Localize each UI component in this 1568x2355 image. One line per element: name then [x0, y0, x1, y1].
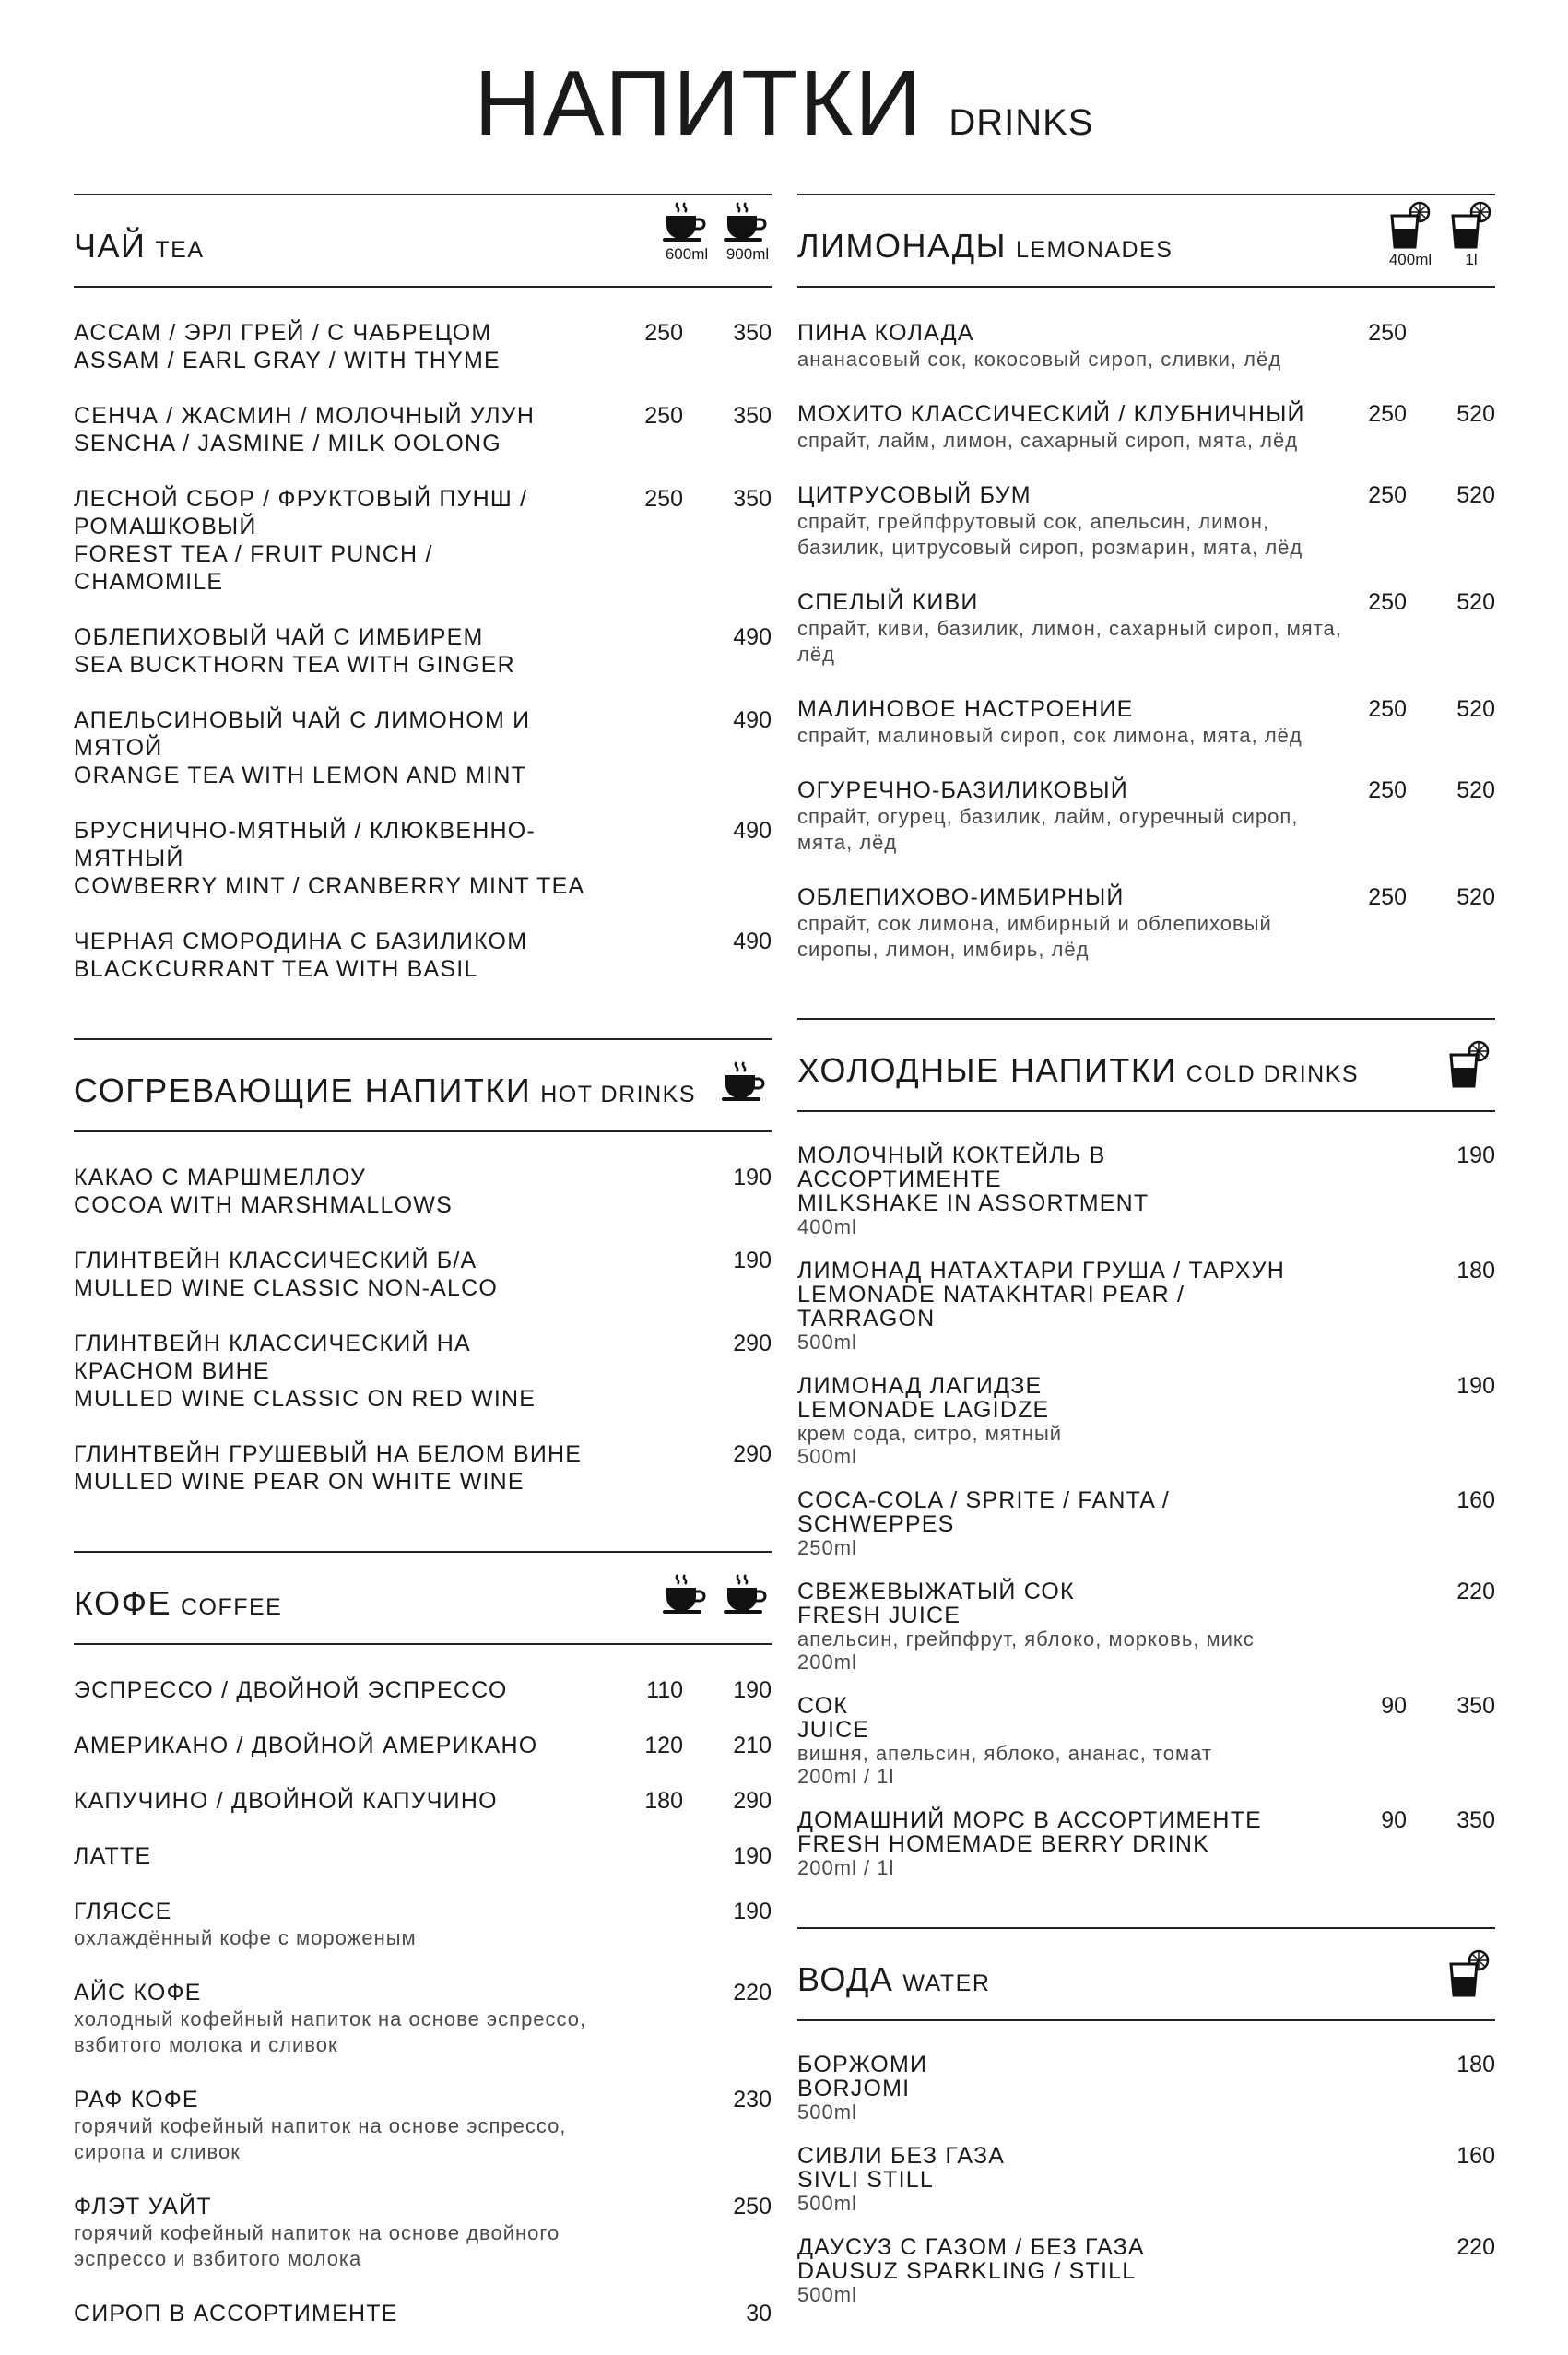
item-name: ПИНА КОЛАДА: [797, 320, 974, 346]
menu-item: [74, 1440, 772, 1496]
item-name: МОХИТО КЛАССИЧЕСКИЙ / КЛУБНИЧНЫЙ: [797, 401, 1305, 427]
coffee-cup-icon: [663, 1573, 711, 1615]
price: 520: [1456, 884, 1495, 910]
page-title: [0, 52, 1568, 155]
menu-item: [797, 319, 1495, 373]
price: 290: [733, 1331, 772, 1356]
price: 350: [1456, 1807, 1495, 1833]
item-name: СЕНЧА / ЖАСМИН / МОЛОЧНЫЙ УЛУН: [74, 403, 536, 429]
item-description: 500ml: [797, 2192, 857, 2215]
item-name-en: BORJOMI: [797, 2076, 911, 2101]
price-small: 110: [646, 1677, 683, 1703]
menu-item: [797, 883, 1495, 963]
menu-item: [74, 817, 772, 900]
item-name-en: LEMONADE NATAKHTARI PEAR / TARRAGON: [797, 1282, 1185, 1331]
item-description: 500ml: [797, 2283, 857, 2306]
section-title-en: COFFEE: [180, 1594, 283, 1620]
item-name-en: COWBERRY MINT / CRANBERRY MINT TEA: [74, 873, 585, 899]
coffee-cup-icon: [663, 201, 711, 243]
price: 490: [733, 624, 772, 650]
item-name: ЦИТРУСОВЫЙ БУМ: [797, 482, 1032, 508]
item-name-en: BLACKCURRANT TEA WITH BASIL: [74, 956, 478, 982]
tea-items: [74, 288, 772, 983]
right-column: [797, 194, 1495, 2326]
price-small: 250: [1368, 696, 1407, 722]
price: 520: [1456, 696, 1495, 722]
item-description: спрайт, огурец, базилик, лайм, огуречный сироп, мята, лёд: [797, 805, 1299, 854]
title-en: DRINKS: [949, 102, 1094, 143]
item-name: АЙС КОФЕ: [74, 1980, 202, 2006]
price: 350: [1456, 1693, 1495, 1719]
item-name: ОБЛЕПИХОВО-ИМБИРНЫЙ: [797, 884, 1125, 910]
size-label: 400ml: [1388, 251, 1432, 268]
item-name: ЛИМОНАД НАТАХТАРИ ГРУША / ТАРХУН: [797, 1258, 1286, 1284]
price: 520: [1456, 482, 1495, 508]
menu-item: [74, 485, 772, 596]
item-name: ЭСПРЕССО / ДВОЙНОЙ ЭСПРЕССО: [74, 1677, 508, 1703]
menu-item: [74, 1842, 772, 1870]
water-items: [797, 2021, 1495, 2306]
price: 190: [1456, 1373, 1495, 1399]
item-name: ГЛИНТВЕЙН ГРУШЕВЫЙ НА БЕЛОМ ВИНЕ: [74, 1441, 583, 1467]
item-name: БРУСНИЧНО-МЯТНЫЙ / КЛЮКВЕННО-МЯТНЫЙ: [74, 818, 536, 871]
lemonades-items: [797, 288, 1495, 963]
menu-item: [797, 2053, 1495, 2124]
price: 190: [733, 1165, 772, 1190]
item-name-en: LEMONADE LAGIDZE: [797, 1397, 1050, 1423]
item-name: АССАМ / ЭРЛ ГРЕЙ / С ЧАБРЕЦОМ: [74, 320, 492, 346]
price-small: 250: [1368, 589, 1407, 615]
price-small: 180: [644, 1788, 683, 1814]
item-name-en: JUICE: [797, 1717, 870, 1743]
left-column: [74, 194, 772, 2355]
cold-drinks-items: [797, 1112, 1495, 1879]
menu-item: [74, 1898, 772, 1951]
item-name: ФЛЭТ УАЙТ: [74, 2194, 212, 2219]
size-label: 600ml: [665, 245, 709, 263]
price-small: 250: [1368, 884, 1407, 910]
price-small: 120: [644, 1733, 683, 1758]
price-small: 250: [1368, 482, 1407, 508]
menu-item: [74, 706, 772, 789]
item-name: ЛАТТЕ: [74, 1843, 152, 1869]
price: 290: [733, 1788, 772, 1814]
menu-item: [74, 1787, 772, 1815]
item-name: АПЕЛЬСИНОВЫЙ ЧАЙ С ЛИМОНОМ И МЯТОЙ: [74, 707, 531, 761]
price: 350: [733, 486, 772, 512]
item-description: спрайт, сок лимона, имбирный и облепиховый сиропы, лимон, имбирь, лёд: [797, 912, 1272, 961]
section-title-ru: ВОДА: [797, 1960, 894, 1998]
price: 520: [1456, 589, 1495, 615]
price: 190: [733, 1843, 772, 1869]
size-label: 900ml: [725, 245, 770, 263]
section-title-ru: ЛИМОНАДЫ: [797, 227, 1007, 265]
menu-item: [74, 928, 772, 983]
coffee-cup-icon: [724, 1573, 772, 1615]
menu-item: [797, 2235, 1495, 2306]
item-name: ЧЕРНАЯ СМОРОДИНА С БАЗИЛИКОМ: [74, 929, 528, 954]
item-name-en: MULLED WINE CLASSIC NON-ALCO: [74, 1275, 499, 1301]
menu-item: [74, 2193, 772, 2272]
menu-item: [74, 1330, 772, 1413]
menu-item: [74, 1979, 772, 2058]
item-name-en: FRESH JUICE: [797, 1603, 961, 1628]
item-name: ОГУРЕЧНО-БАЗИЛИКОВЫЙ: [797, 777, 1128, 803]
menu-item: [74, 623, 772, 679]
item-name: ДОМАШНИЙ МОРС В АССОРТИМЕНТЕ: [797, 1807, 1263, 1833]
item-name-en: FRESH HOMEMADE BERRY DRINK: [797, 1831, 1210, 1857]
price-small: 250: [1368, 777, 1407, 803]
item-name: ГЛИНТВЕЙН КЛАССИЧЕСКИЙ НА КРАСНОМ ВИНЕ: [74, 1331, 471, 1384]
item-name-en: MULLED WINE PEAR ON WHITE WINE: [74, 1469, 525, 1495]
item-description: вишня, апельсин, яблоко, ананас, томат: [797, 1742, 1212, 1765]
item-name: АМЕРИКАНО / ДВОЙНОЙ АМЕРИКАНО: [74, 1733, 538, 1758]
item-description: 500ml: [797, 2101, 857, 2124]
price: 180: [1456, 1258, 1495, 1284]
menu-item: [797, 776, 1495, 856]
section-title-en: TEA: [155, 237, 205, 263]
price: 220: [1456, 2234, 1495, 2260]
section-title-ru: СОГРЕВАЮЩИЕ НАПИТКИ: [74, 1071, 532, 1109]
item-name-en: SIVLI STILL: [797, 2167, 934, 2193]
item-description: 200ml / 1l: [797, 1856, 895, 1879]
price: 190: [1456, 1142, 1495, 1168]
price: 490: [733, 929, 772, 954]
price: 190: [733, 1899, 772, 1924]
price: 190: [733, 1248, 772, 1273]
item-name: СИВЛИ БЕЗ ГАЗА: [797, 2143, 1006, 2169]
section-title-en: WATER: [902, 1970, 991, 1996]
item-name: ДАУСУЗ С ГАЗОМ / БЕЗ ГАЗА: [797, 2234, 1145, 2260]
price: 490: [733, 707, 772, 733]
item-volume: 500ml: [797, 1445, 857, 1468]
price: 250: [733, 2194, 772, 2219]
price: 230: [733, 2087, 772, 2112]
item-name-en: SENCHA / JASMINE / MILK OOLONG: [74, 431, 501, 456]
price: 520: [1456, 777, 1495, 803]
item-description: спрайт, лайм, лимон, сахарный сироп, мята, лёд: [797, 429, 1299, 452]
section-title-ru: ХОЛОДНЫЕ НАПИТКИ: [797, 1051, 1177, 1089]
price: 190: [733, 1677, 772, 1703]
item-name: КАПУЧИНО / ДВОЙНОЙ КАПУЧИНО: [74, 1788, 498, 1814]
hot-drinks-section-header: [74, 1038, 772, 1132]
price: 220: [1456, 1579, 1495, 1604]
item-name-en: ASSAM / EARL GRAY / WITH THYME: [74, 348, 501, 373]
tea-section-header: [74, 194, 772, 288]
menu-item: [797, 588, 1495, 668]
menu-item: [797, 1259, 1495, 1354]
item-description: крем сода, ситро, мятный: [797, 1422, 1063, 1445]
item-name-en: COCOA WITH MARSHMALLOWS: [74, 1192, 453, 1218]
item-name-en: DAUSUZ SPARKLING / STILL: [797, 2258, 1137, 2284]
water-section-header: [797, 1927, 1495, 2021]
price: 350: [733, 403, 772, 429]
item-description: холодный кофейный напиток на основе эспрессо, взбитого молока и сливок: [74, 2007, 587, 2056]
price-small: 250: [644, 320, 683, 346]
item-description: апельсин, грейпфрут, яблоко, морковь, микс: [797, 1627, 1255, 1651]
lemonades-section-header: [797, 194, 1495, 288]
price-small: 250: [644, 486, 683, 512]
menu-item: [797, 1694, 1495, 1788]
menu-item: [74, 2300, 772, 2327]
hot-drinks-items: [74, 1132, 772, 1496]
price-small: 90: [1381, 1807, 1407, 1833]
menu-item: [74, 1676, 772, 1704]
menu-item: [797, 1374, 1495, 1468]
item-description: спрайт, малиновый сироп, сок лимона, мята, лёд: [797, 724, 1303, 747]
item-name: ЛЕСНОЙ СБОР / ФРУКТОВЫЙ ПУНШ / РОМАШКОВЫЙ: [74, 486, 528, 539]
item-name-en: MULLED WINE CLASSIC ON RED WINE: [74, 1386, 536, 1412]
price: 210: [733, 1733, 772, 1758]
item-name: СПЕЛЫЙ КИВИ: [797, 589, 979, 615]
item-name: СИРОП В АССОРТИМЕНТЕ: [74, 2301, 398, 2326]
item-name: ГЛЯССЕ: [74, 1899, 172, 1924]
price: 160: [1456, 1487, 1495, 1513]
menu-item: [797, 2144, 1495, 2215]
coffee-cup-icon: [722, 1060, 768, 1103]
price-small: 250: [1368, 320, 1407, 346]
menu-item: [74, 1164, 772, 1219]
lemonade-glass-icon: [1447, 201, 1495, 249]
item-volume: 200ml / 1l: [797, 1765, 895, 1788]
item-name: БОРЖОМИ: [797, 2052, 928, 2077]
price: 180: [1456, 2052, 1495, 2077]
menu-item: [797, 481, 1495, 561]
price: 220: [733, 1980, 772, 2006]
item-name-en: FOREST TEA / FRUIT PUNCH / CHAMOMILE: [74, 541, 433, 595]
item-name-en: MILKSHAKE IN ASSORTMENT: [797, 1190, 1149, 1216]
section-title-en: LEMONADES: [1015, 237, 1173, 263]
item-name: КАКАО С МАРШМЕЛЛОУ: [74, 1165, 367, 1190]
coffee-cup-icon: [724, 201, 772, 243]
section-title-ru: ЧАЙ: [74, 227, 147, 265]
menu-item: [74, 319, 772, 374]
menu-item: [797, 1143, 1495, 1238]
menu-item: [797, 1808, 1495, 1879]
item-description: ананасовый сок, кокосовый сироп, сливки, лёд: [797, 348, 1282, 371]
item-name: СОК: [797, 1693, 849, 1719]
menu-item: [74, 1247, 772, 1302]
price: 290: [733, 1441, 772, 1467]
item-description: 250ml: [797, 1536, 857, 1559]
lemonade-glass-icon: [1445, 1949, 1491, 1997]
lemonade-glass-icon: [1445, 1040, 1491, 1088]
item-name: ОБЛЕПИХОВЫЙ ЧАЙ С ИМБИРЕМ: [74, 624, 484, 650]
item-description: горячий кофейный напиток на основе эспрессо, сиропа и сливок: [74, 2114, 567, 2163]
menu-item: [74, 2086, 772, 2165]
price-small: 250: [1368, 401, 1407, 427]
cold-drinks-section-header: [797, 1018, 1495, 1112]
size-label: 1l: [1465, 251, 1478, 268]
item-name: COCA-COLA / SPRITE / FANTA / SCHWEPPES: [797, 1487, 1171, 1537]
item-name: РАФ КОФЕ: [74, 2087, 199, 2112]
section-title-en: COLD DRINKS: [1185, 1061, 1360, 1087]
section-title-en: HOT DRINKS: [540, 1082, 696, 1107]
menu-item: [797, 400, 1495, 454]
item-name: МОЛОЧНЫЙ КОКТЕЙЛЬ В АССОРТИМЕНТЕ: [797, 1142, 1106, 1192]
menu-item: [797, 695, 1495, 749]
price: 520: [1456, 401, 1495, 427]
price: 30: [746, 2301, 772, 2326]
item-description: 400ml: [797, 1215, 857, 1238]
title-ru: НАПИТКИ: [474, 52, 924, 155]
lemonade-glass-icon: [1386, 201, 1434, 249]
item-name: ЛИМОНАД ЛАГИДЗЕ: [797, 1373, 1043, 1399]
price-small: 90: [1381, 1693, 1407, 1719]
section-title-ru: КОФЕ: [74, 1584, 171, 1622]
menu-item: [74, 1732, 772, 1759]
price: 490: [733, 818, 772, 844]
item-name-en: SEA BUCKTHORN TEA WITH GINGER: [74, 652, 515, 678]
item-volume: 200ml: [797, 1651, 857, 1674]
coffee-section-header: [74, 1551, 772, 1645]
item-description: горячий кофейный напиток на основе двойного эспрессо и взбитого молока: [74, 2221, 560, 2270]
item-name: СВЕЖЕВЫЖАТЫЙ СОК: [797, 1579, 1075, 1604]
item-name: МАЛИНОВОЕ НАСТРОЕНИЕ: [797, 696, 1134, 722]
price-small: 250: [644, 403, 683, 429]
menu-item: [797, 1580, 1495, 1674]
item-name: ГЛИНТВЕЙН КЛАССИЧЕСКИЙ Б/А: [74, 1248, 477, 1273]
item-name-en: ORANGE TEA WITH LEMON AND MINT: [74, 763, 527, 788]
coffee-items: [74, 1645, 772, 2327]
price: 350: [733, 320, 772, 346]
item-description: 500ml: [797, 1331, 857, 1354]
item-description: спрайт, киви, базилик, лимон, сахарный сироп, мята, лёд: [797, 617, 1342, 666]
price: 160: [1456, 2143, 1495, 2169]
menu-item: [74, 402, 772, 457]
menu-item: [797, 1488, 1495, 1559]
item-description: охлаждённый кофе с мороженым: [74, 1926, 417, 1949]
item-description: спрайт, грейпфрутовый сок, апельсин, лимон, базилик, цитрусовый сироп, розмарин, мята, лёд: [797, 510, 1303, 559]
